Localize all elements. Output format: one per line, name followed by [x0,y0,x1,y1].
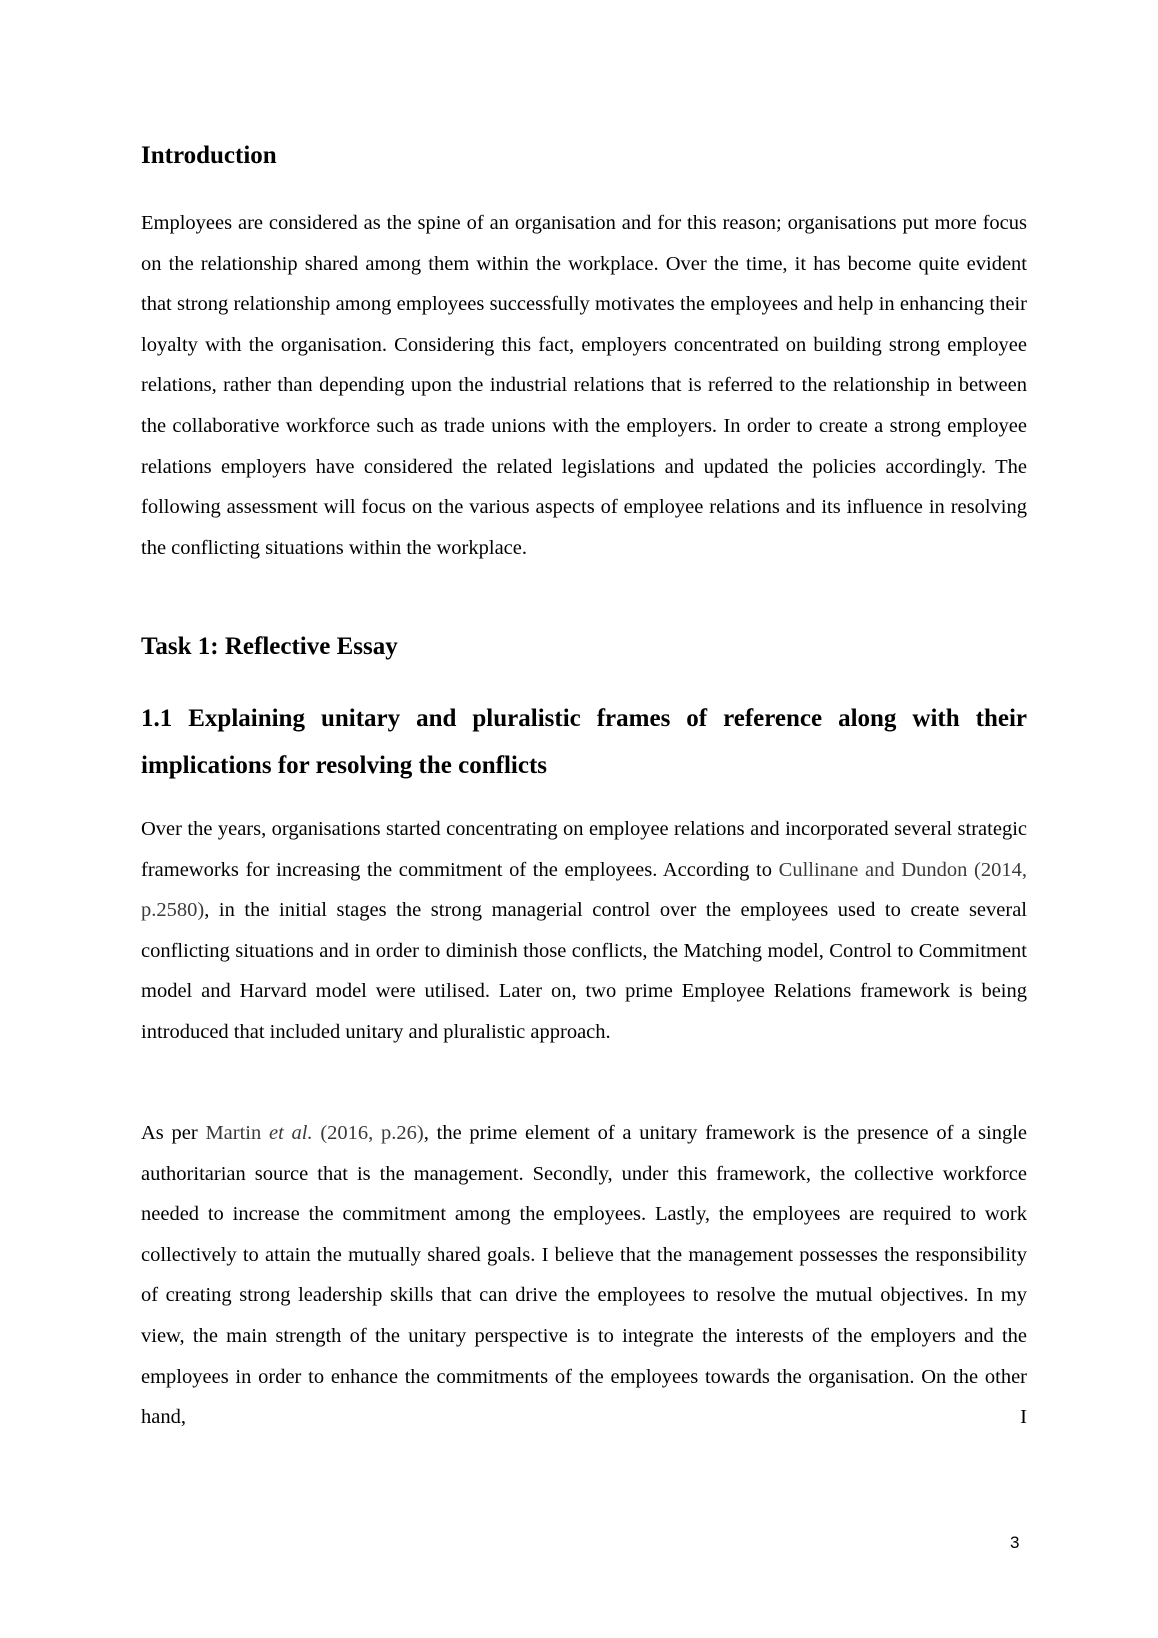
introduction-heading: Introduction [141,142,277,169]
paragraph-text: Over the years, organisations started concentrating on employee relations and incorporated several strategic frameworks for increasing the commitment of the employees. According to [141,818,1027,881]
paragraph-text: As per [141,1122,206,1144]
citation-martin-author: Martin [205,1122,262,1144]
citation-cullinane-dundon: Cullinane and Dundon (2014, p.2580) [141,858,1027,922]
paragraph-text: , the prime element of a unitary framework is the presence of a single authoritarian source that is the management. Secondly, under this framework, the collective workforce needed to increase the commitment among the employees. Lastly, the employees are required to work collectively to attain the mutually shared goals. I believe that the management possesses the responsibility of creating strong leadership skills that can drive the employees to resolve the mutual objectives. In my view, the main strength of the unitary perspective is to integrate the interests of the employers and the employees in order to enhance the commitments of the employees towards the organisation. On the other hand, I [141,1122,1028,1429]
introduction-paragraph: Employees are considered as the spine of an organisation and for this reason; organisations put more focus on the relationship shared among them within the workplace. Over the time, it has become quite evident that strong relationship among employees successfully motivates the employees and help in enhancing their loyalty with the organisation. Considering this fact, employers concentrated on building strong employee relations, rather than depending upon the industrial relations that is referred to the relationship in between the collaborative workforce such as trade unions with the employers. In order to create a strong employee relations employers have considered the related legislations and updated the policies accordingly. The following assessment will focus on the various aspects of employee relations and its influence in resolving the conflicting situations within the workplace. [141,212,1027,559]
citation-martin-ref: (2016, p.26) [320,1122,424,1144]
paragraph-text: , in the initial stages the strong managerial control over the employees used to create several conflicting situations and in order to diminish those conflicts, the Matching model, Control to Commitment model and Harvard model were utilised. Later on, two prime Employee Relations framework is being introduced that included unitary and pluralistic approach. [141,899,1027,1043]
body-paragraph-2 [141,1113,1027,1438]
task-heading: Task 1: Reflective Essay [141,633,398,660]
subsection-heading: 1.1 Explaining unitary and pluralistic frames of reference along with their implications for resolving the conflicts [141,705,1027,779]
page-number: 3 [1010,1533,1020,1552]
body-paragraph-1 [141,809,1027,1053]
citation-et-al: et al. [269,1122,313,1144]
